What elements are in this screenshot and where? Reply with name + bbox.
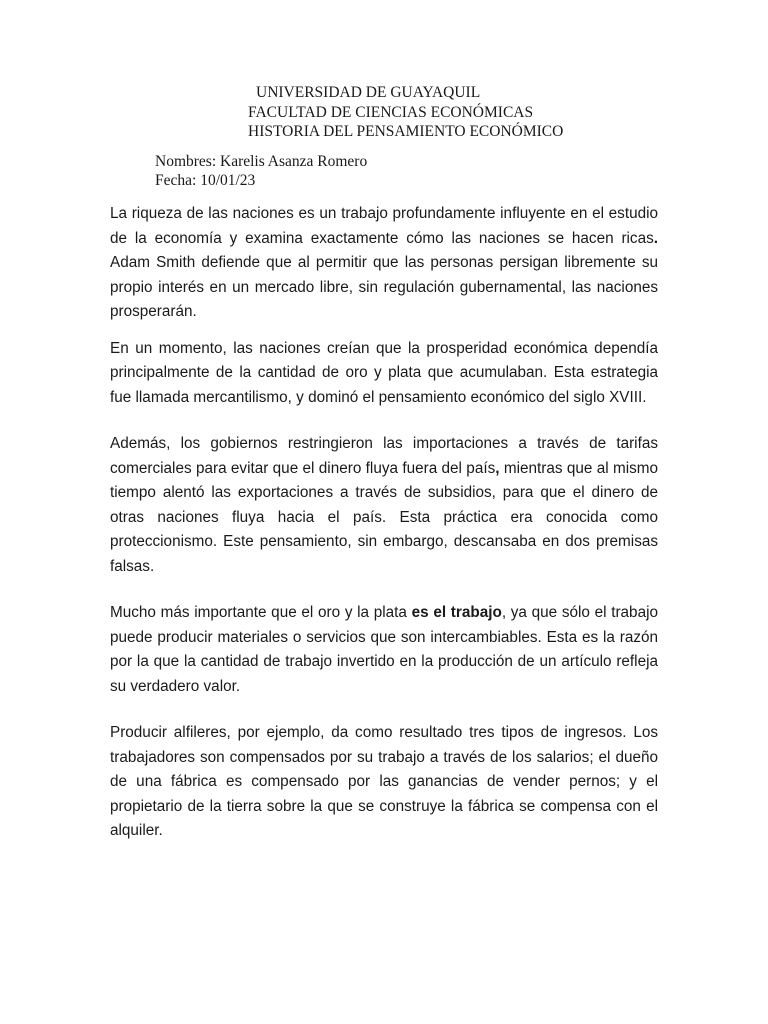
- student-names: Nombres: Karelis Asanza Romero: [155, 153, 368, 170]
- paragraph-1-text-c: Adam Smith defiende que al permitir que las personas persigan libremente su propio interés en un mercado libre, sin regulación gubernamental, las naciones prosperarán.: [110, 254, 658, 320]
- faculty-name: FACULTAD DE CIENCIAS ECONÓMICAS: [248, 103, 534, 121]
- paragraph-3-text-a: Además, los gobiernos restringieron las importaciones a través de tarifas comerciales para evitar que el dinero fluya fuera del país: [110, 435, 658, 477]
- paragraph-1-bold-period: .: [653, 229, 658, 247]
- paragraph-2: En un momento, las naciones creían que la prosperidad económica dependía principalmente de la cantidad de oro y plata que acumulaban. Esta estrategia fue llamada mercantilismo, y dominó el pensamiento económico del siglo XVIII.: [110, 339, 658, 406]
- university-name: UNIVERSIDAD DE GUAYAQUIL: [256, 84, 481, 101]
- paragraph-3-text-c: mientras que al mismo tiempo alentó las exportaciones a través de subsidios, para que el dinero de otras naciones fluya hacia el país. Esta práctica era conocida como proteccionismo. Este pensamiento, sin embargo, descansaba en dos premisas falsas.: [110, 459, 659, 575]
- document-header: [248, 83, 563, 142]
- document-body: [110, 202, 658, 844]
- paragraph-4-text-a: Mucho más importante que el oro y la plata: [110, 604, 412, 621]
- paragraph-4: [110, 601, 658, 699]
- paragraph-1-text-a: La riqueza de las naciones es un trabajo profundamente influyente en el estudio de la economía y examina exactamente cómo las naciones se hacen ricas: [110, 205, 658, 247]
- paragraph-4-text-c: , ya que sólo el trabajo puede producir materiales o servicios que son intercambiables. Esta es la razón por la que la cantidad de trabajo invertido en la producción de un artículo refleja su verdadero valor.: [110, 604, 658, 695]
- paragraph-5: Producir alfileres, por ejemplo, da como resultado tres tipos de ingresos. Los trabajadores son compensados por su trabajo a través de los salarios; el dueño de una fábrica es compensado por las ganancias de vender pernos; y el propietario de la tierra sobre la que se construye la fábrica se compensa con el alquiler.: [110, 724, 658, 839]
- paragraph-1: [110, 202, 658, 325]
- document-meta: [155, 152, 367, 190]
- course-name: HISTORIA DEL PENSAMIENTO ECONÓMICO: [248, 123, 564, 140]
- paragraph-3-bold-comma: ,: [495, 459, 500, 477]
- paragraph-4-bold-phrase: es el trabajo: [411, 604, 502, 621]
- paragraph-3: [110, 432, 658, 579]
- document-date: Fecha: 10/01/23: [155, 172, 256, 189]
